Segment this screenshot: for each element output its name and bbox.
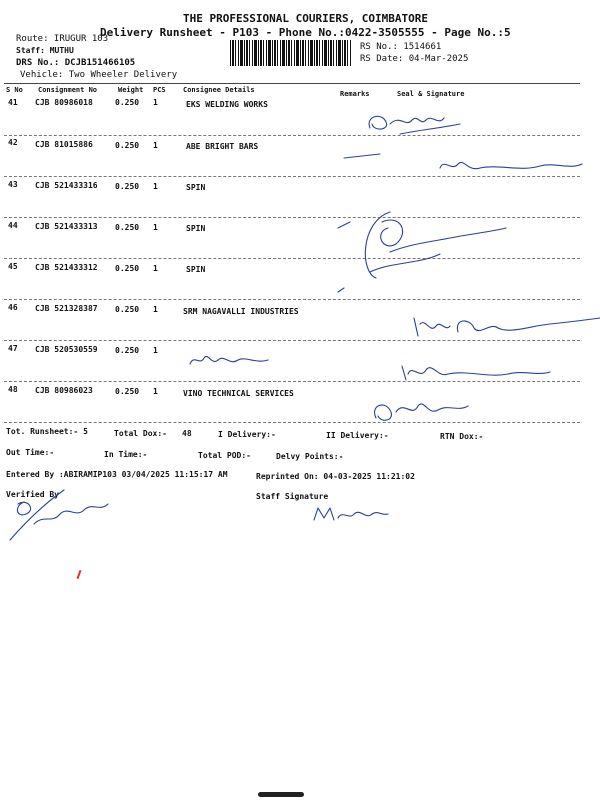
red-ink-mark [77,570,82,579]
row-consignee: SPIN [186,183,206,192]
company-name: THE PROFESSIONAL COURIERS, COIMBATORE [183,12,429,25]
row-pcs: 1 [153,182,158,191]
row-pcs: 1 [153,141,158,150]
out-time: Out Time:- [6,448,55,457]
row-weight: 0.250 [115,264,140,273]
col-sno: S No [6,86,23,94]
row-weight: 0.250 [115,387,140,396]
total-dox-value: 48 [182,429,192,438]
row-sno: 47 [8,344,18,353]
total-dox-label: Total Dox:- [114,429,167,438]
delvy-points: Delvy Points:- [276,452,344,461]
row-consignee: SPIN [186,265,206,274]
signature-row-41 [360,108,480,142]
col-remarks: Remarks [340,90,370,98]
row-sno: 44 [8,221,18,230]
in-time: In Time:- [104,450,148,459]
row-consignment: CJB 80986023 [35,386,93,395]
staff-signature-label: Staff Signature [256,492,329,501]
row-consignment: CJB 521433316 [35,181,98,190]
drs-number: DRS No.: DCJB151466105 [16,58,136,68]
col-weight: Weight [118,86,144,94]
row-divider [4,422,580,423]
row-weight: 0.250 [115,223,140,232]
scan-smudge [258,792,304,797]
verified-by: Verified By [6,490,59,499]
row-divider [4,135,580,136]
row-consignee: SPIN [186,224,206,233]
row-sno: 42 [8,138,18,147]
col-pcs: PCS [153,86,166,94]
signature-row-47 [398,360,558,394]
row-consignment: CJB 521433312 [35,263,98,272]
ii-delivery: II Delivery:- [326,431,389,440]
tot-runsheet: Tot. Runsheet:- 5 [6,427,88,436]
total-pod: Total POD:- [198,451,251,460]
row-weight: 0.250 [115,98,140,107]
row-weight: 0.250 [115,182,140,191]
route-label: Route: IRUGUR 103 [16,34,109,44]
row-pcs: 1 [153,305,158,314]
runsheet-title: Delivery Runsheet - P103 - Phone No.:0422-3505555 - Page No.:5 [100,26,511,39]
verified-signature [4,484,114,548]
row-pcs: 1 [153,387,158,396]
row-pcs: 1 [153,223,158,232]
row-consignment: CJB 80986018 [35,98,93,107]
row-weight: 0.250 [115,305,140,314]
rs-number: RS No.: 1514661 [360,42,442,52]
col-consignment: Consignment No [38,86,98,94]
row-sno: 43 [8,180,18,189]
row-consignee: EKS WELDING WORKS [186,100,268,109]
row-consignment: CJB 520530559 [35,345,98,354]
row-pcs: 1 [153,98,158,107]
row-consignee: ABE BRIGHT BARS [186,142,259,151]
row-sno: 45 [8,262,18,271]
staff-signature [310,504,390,528]
i-delivery: I Delivery:- [218,430,276,439]
signature-row-46 [410,312,600,346]
row-consignment: CJB 521433313 [35,222,98,231]
row-consignment: CJB 521328387 [35,304,98,313]
rtn-dox: RTN Dox:- [440,432,484,441]
row-sno: 48 [8,385,18,394]
signature-row-48 [368,396,488,434]
table-top-rule [4,83,580,84]
row-consignee: VINO TECHNICAL SERVICES [183,389,294,398]
signature-row-42 [340,150,590,184]
barcode-image [230,40,352,66]
row-sno: 41 [8,98,18,107]
row-consignment: CJB 81015886 [35,140,93,149]
reprinted-on: Reprinted On: 04-03-2025 11:21:02 [256,472,415,481]
row-sno: 46 [8,303,18,312]
signature-rows-43-45 [330,192,530,306]
col-consignee: Consignee Details [183,86,255,94]
row-pcs: 1 [153,346,158,355]
col-seal-signature: Seal & Signature [397,90,465,98]
rs-date: RS Date: 04-Mar-2025 [360,54,469,64]
vehicle-label: Vehicle: Two Wheeler Delivery [20,70,178,80]
entered-by: Entered By :ABIRAMIP103 03/04/2025 11:15:17 AM [6,470,228,479]
row-weight: 0.250 [115,346,140,355]
row-pcs: 1 [153,264,158,273]
signature-row-47-consignee [186,350,276,374]
row-weight: 0.250 [115,141,140,150]
row-consignee: SRM NAGAVALLI INDUSTRIES [183,307,299,316]
staff-label: Staff: MUTHU [16,46,74,55]
